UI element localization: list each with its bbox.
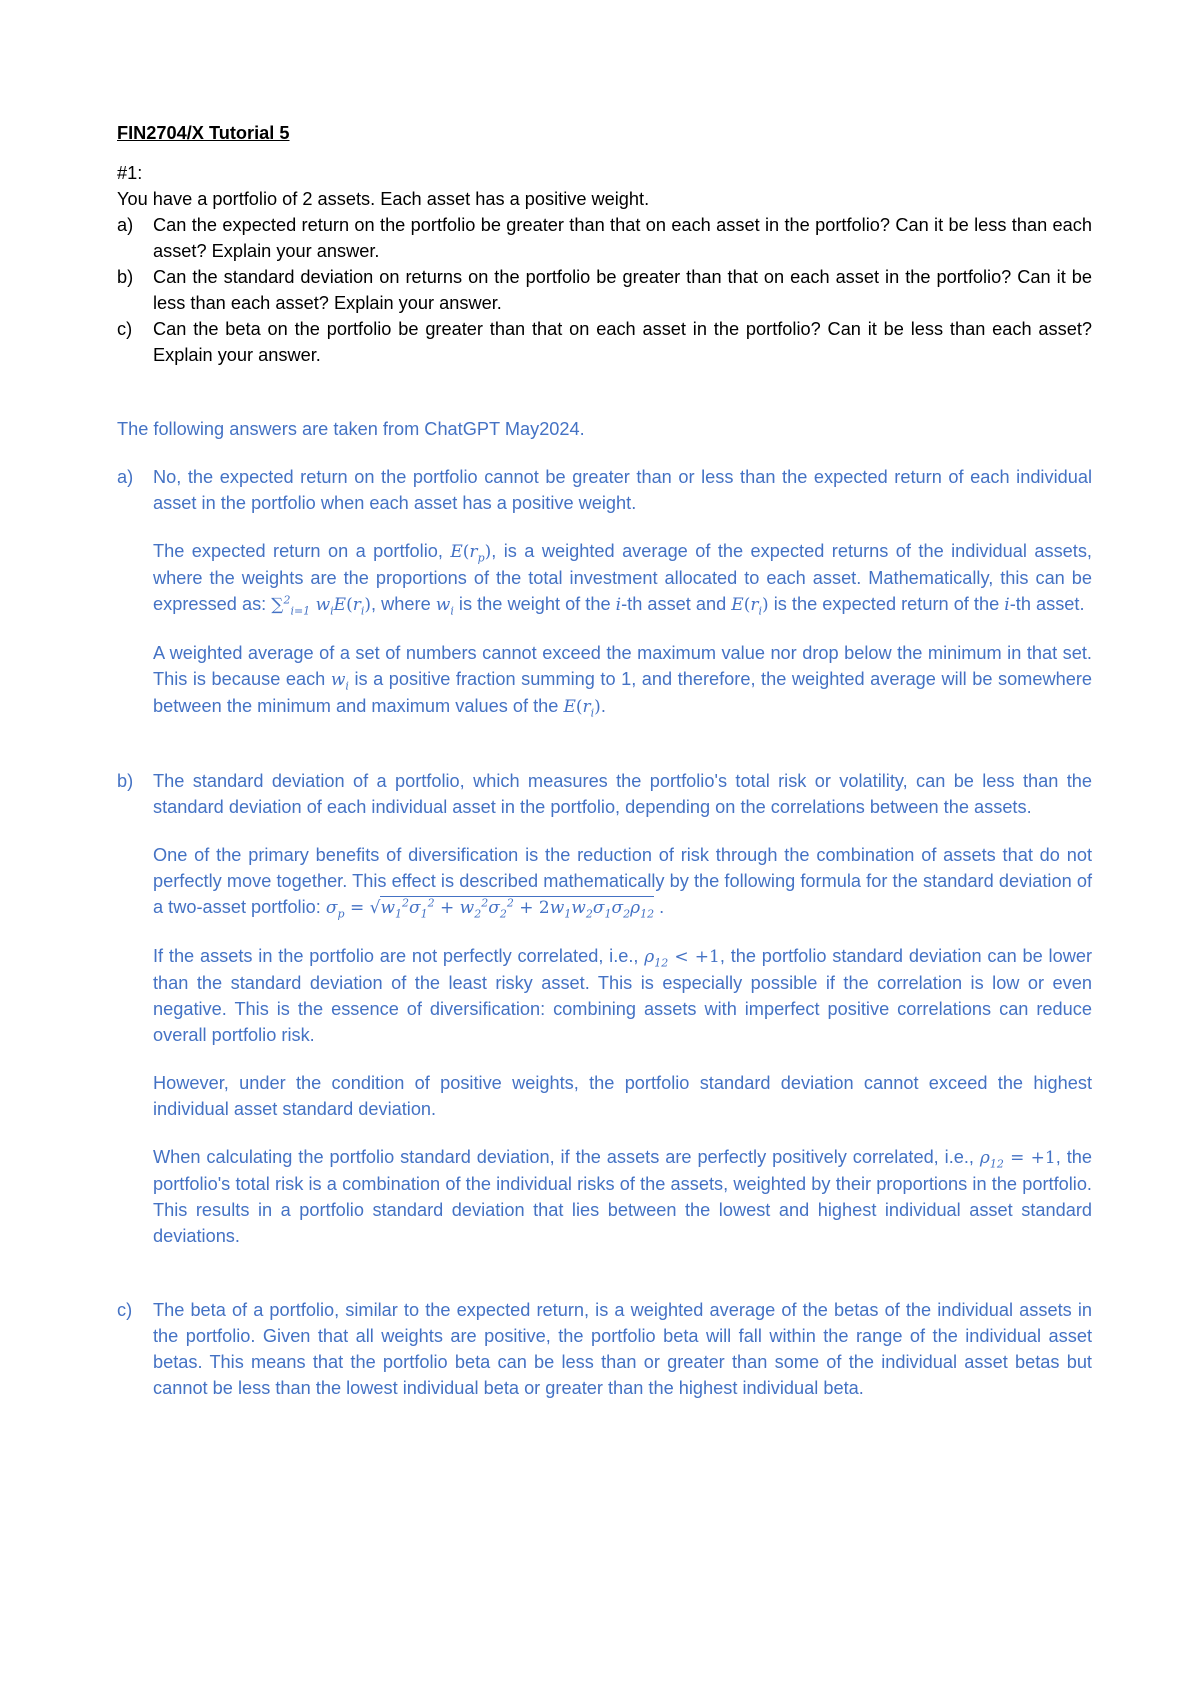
part-text: Can the standard deviation on returns on the portfolio be greater than that on each asset in the portfolio? Can it be less than each asset? Explain your answer. (153, 267, 1092, 313)
part-text: Can the expected return on the portfolio be greater than that on each asset in the portfolio? Can it be less than each asset? Explain your answer. (153, 215, 1092, 261)
question-part-c (117, 316, 1092, 368)
part-text: Can the beta on the portfolio be greater than that on each asset in the portfolio? Can it be less than each asset? Explain your answer. (153, 319, 1092, 365)
answer-a-p3: A weighted average of a set of numbers cannot exceed the maximum value nor drop below the minimum in that set. This is because each $w_i$ is a positive fraction summing to 1, and therefore, the weighted average will be somewhere between the minimum and maximum values of the $E(r_i)$. (153, 643, 1092, 720)
answer-a-p2: The expected return on a portfolio, $E(r_p)$, is a weighted average of the expected returns of the individual assets, where the weights are the proportions of the total investment allocated to each asset. Mathematically, this can be expressed as: ∑$^2_{i=1}$ $w_iE(r_i)$, where $w_i$ is the weight of the i-th asset and $E(r_i)$ is the expected return of the i-th asset. (153, 541, 1092, 618)
answer-c (117, 1297, 1092, 1401)
part-label: a) (117, 215, 134, 235)
question-part-a (117, 212, 1092, 264)
formula-expected-return-portfolio: $E(r_p)$ (450, 542, 492, 565)
answers-intro: The following answers are taken from ChatGPT May2024. (117, 419, 585, 439)
answer-b-p2: One of the primary benefits of diversification is the reduction of risk through the combination of assets that do not perfectly move together. This effect is described mathematically by the following formula for the standard deviation of a two-asset portfolio: $\sigma_p = √w_1^2\sigma_1^2 + w_2^2\sigma_2^2 + 2w_1w_2\sigma_1\sigma_2\rho_{12}$ . (153, 845, 1092, 921)
answer-a (117, 464, 1092, 516)
answer-b-p1: The standard deviation of a portfolio, which measures the portfolio's total risk or volatility, can be less than the standard deviation of each individual asset in the portfolio, depending on the correlations between the assets. (153, 771, 1092, 817)
formula-weighted-sum: ∑$^2_{i=1}$ $w_iE(r_i)$ (271, 593, 372, 618)
formula-portfolio-std: $\sigma_p = √w_1^2\sigma_1^2 + w_2^2\sigma_2^2 + 2w_1w_2\sigma_1\sigma_2\rho_{12}$ (325, 896, 655, 921)
answer-label: b) (117, 771, 134, 791)
question-part-b (117, 264, 1092, 316)
answer-label: c) (117, 1300, 133, 1320)
answer-b-p5: When calculating the portfolio standard deviation, if the assets are perfectly positively correlated, i.e., $\rho_{12} = +1$, the portfolio's total risk is a combination of the individual risks of the assets, weighted by their proportions in the portfolio. This results in a portfolio standard deviation that lies between the lowest and highest individual asset standard deviations. (153, 1147, 1092, 1246)
answer-b-p4: However, under the condition of positive weights, the portfolio standard deviation cannot exceed the highest individual asset standard deviation. (153, 1073, 1092, 1119)
answer-b (117, 768, 1092, 820)
part-label: b) (117, 267, 134, 287)
question-number: #1: (117, 163, 143, 183)
answer-c-p1: The beta of a portfolio, similar to the expected return, is a weighted average of the betas of the individual assets in the portfolio. Given that all weights are positive, the portfolio beta will fall within the range of the individual asset betas. This means that the portfolio beta can be less than or greater than some of the individual asset betas but cannot be less than the lowest individual beta or greater than the highest individual beta. (153, 1300, 1092, 1398)
answer-a-p1: No, the expected return on the portfolio cannot be greater than or less than the expected return of each individual asset in the portfolio when each asset has a positive weight. (153, 467, 1092, 513)
part-label: c) (117, 319, 133, 339)
answer-label: a) (117, 467, 134, 487)
answer-b-p3: If the assets in the portfolio are not perfectly correlated, i.e., $\rho_{12} < +1$, the portfolio standard deviation can be lower than the standard deviation of the least risky asset. This is especially possible if the correlation is low or even negative. This is the essence of diversification: combining assets with imperfect positive correlations can reduce overall portfolio risk. (153, 946, 1092, 1045)
question-intro: You have a portfolio of 2 assets. Each asset has a positive weight. (117, 189, 650, 209)
document-title: FIN2704/X Tutorial 5 (117, 123, 290, 143)
